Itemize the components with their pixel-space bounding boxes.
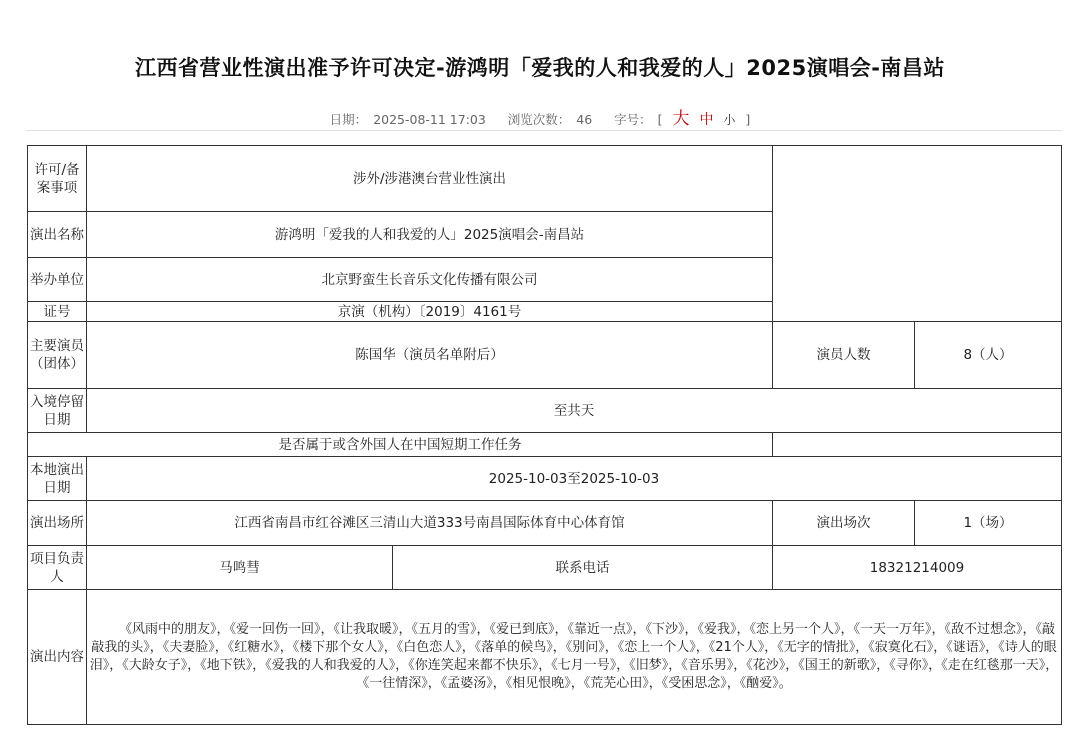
phone-label: 联系电话 — [393, 546, 773, 590]
show-name-value: 游鸿明「爱我的人和我爱的人」2025演唱会-南昌站 — [87, 212, 773, 258]
manager-value: 马鸣彗 — [87, 546, 393, 590]
phone-value: 18321214009 — [773, 546, 1062, 590]
organizer-label: 举办单位 — [28, 258, 87, 302]
performer-count-label: 演员人数 — [773, 322, 915, 389]
organizer-value: 北京野蛮生长音乐文化传播有限公司 — [87, 258, 773, 302]
bracket-close: ] — [745, 112, 751, 127]
permit-item-value: 涉外/涉港澳台营业性演出 — [87, 146, 773, 212]
divider — [26, 130, 1062, 131]
views-value: 46 — [576, 112, 593, 127]
content-label: 演出内容 — [28, 590, 87, 725]
bracket-open: [ — [657, 112, 663, 127]
show-name-label: 演出名称 — [28, 212, 87, 258]
venue-label: 演出场所 — [28, 501, 87, 546]
stay-date-label: 入境停留日期 — [28, 389, 87, 433]
date-value: 2025-08-11 17:03 — [373, 112, 486, 127]
page-title: 江西省营业性演出准予许可决定-游鸿明「爱我的人和我爱的人」2025演唱会-南昌站 — [135, 56, 945, 80]
font-size-small-link[interactable]: 小 — [723, 113, 736, 127]
venue-value: 江西省南昌市红谷滩区三清山大道333号南昌国际体育中心体育馆 — [87, 501, 773, 546]
sessions-label: 演出场次 — [773, 501, 915, 546]
font-size-label: 字号： — [614, 112, 652, 127]
manager-label: 项目负责人 — [28, 546, 87, 590]
performers-label: 主要演员（团体） — [28, 322, 87, 389]
local-date-value: 2025-10-03至2025-10-03 — [87, 457, 1062, 501]
performer-count-value: 8（人） — [915, 322, 1062, 389]
foreign-work-value — [773, 433, 1062, 457]
stay-date-value: 至共天 — [87, 389, 1062, 433]
license-value: 京演（机构）〔2019〕4161号 — [87, 302, 773, 322]
blank-cell — [773, 146, 1062, 322]
performers-value: 陈国华（演员名单附后） — [87, 322, 773, 389]
font-size-medium-link[interactable]: 中 — [699, 112, 714, 128]
views-label: 浏览次数： — [507, 112, 571, 127]
content-value: 《风雨中的朋友》，《爱一回伤一回》，《让我取暖》，《五月的雪》，《爱已到底》，《靠近一点》，《下沙》，《爱我》，《恋上另一个人》，《一天一万年》，《敌不过想念》，《敲敲我的头》，《夫妻脸》，《红糖水》，《楼下那个女人》，《白色恋人》，《落单的候鸟》，《别问》，《恋上一个人》，《21个人》，《无字的情批》，《寂寞化石》，《谜语》，《诗人的眼泪》，《大龄女子》，《地下铁》，《爱我的人和我爱的人》，《你连笑起来都不快乐》，《七月一号》，《旧梦》，《音乐男》，《花沙》，《国王的新歌》，《寻你》，《走在红毯那一天》，《一往情深》，《孟婆汤》，《相见恨晚》，《荒芜心田》，《受困思念》，《酗爱》。 — [87, 590, 1062, 725]
license-label: 证号 — [28, 302, 87, 322]
foreign-work-label: 是否属于或含外国人在中国短期工作任务 — [28, 433, 773, 457]
sessions-value: 1（场） — [915, 501, 1062, 546]
date-label: 日期： — [329, 112, 368, 127]
permit-item-label: 许可/备案事项 — [28, 146, 87, 212]
article-meta — [0, 104, 1080, 129]
permit-info-table — [27, 145, 1062, 725]
font-size-large-link[interactable]: 大 — [672, 109, 690, 129]
local-date-label: 本地演出日期 — [28, 457, 87, 501]
